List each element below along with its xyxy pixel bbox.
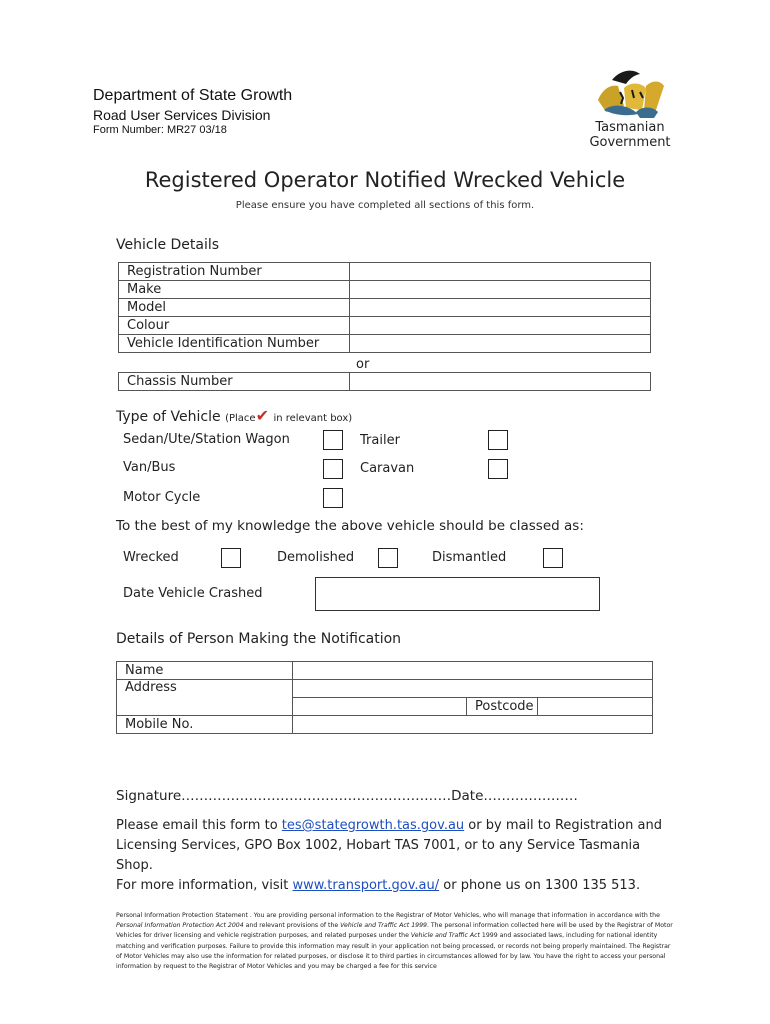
email-link[interactable]: tes@stategrowth.tas.gov.au [281,818,465,833]
form-subtitle: Please ensure you have completed all sections of this form. [235,200,535,211]
chassis-number-field[interactable] [350,373,651,391]
vehicle-details-heading: Vehicle Details [116,237,220,253]
postcode-label: Postcode [467,698,538,716]
option-caravan-label: Caravan [360,461,415,476]
vehicle-type-instruction-suffix: in relevant box) [273,413,353,424]
wrecked-checkbox[interactable] [221,548,241,568]
table-row [117,716,653,734]
privacy-text: 1999 and associated laws, including for national identity matching and verification purposes. Failure to provide this information may result in your application not being processed, or records not being properly maintained. The Registrar of Motor Vehicles may also use the information for related purposes, or disclose it to third parties in circumstances allowed for by law. You have the right to access your personal information by request to the Registrar of Motor Vehicles and you may be charged a fee for this service [116,932,671,971]
demolished-checkbox[interactable] [378,548,398,568]
name-field[interactable] [293,662,653,680]
contact-line-3 [116,876,676,896]
vehicle-type-title: Type of Vehicle [116,409,221,425]
vehicle-type-heading [116,406,352,425]
field-label: Name [117,662,293,680]
department-name: Department of State Growth [93,87,293,104]
option-dismantled-label: Dismantled [432,550,507,565]
option-van-label: Van/Bus [123,460,176,475]
privacy-text: Personal Information Protection Statement . You are providing personal information to the Registrar of Motor Vehicles, who will manage that information in accordance with the [116,912,660,919]
contact-text: For more information, visit [116,878,293,893]
table-row [117,680,653,698]
field-label: Chassis Number [119,373,350,391]
caravan-checkbox[interactable] [488,459,508,479]
option-motorcycle-label: Motor Cycle [123,490,201,505]
vin-field[interactable] [350,335,651,353]
division-name: Road User Services Division [93,107,271,123]
table-row [119,317,651,335]
address-field-line2[interactable] [293,698,467,716]
date-crashed-label: Date Vehicle Crashed [123,586,263,601]
table-row [117,662,653,680]
van-checkbox[interactable] [323,459,343,479]
contact-line-2: Licensing Services, GPO Box 1002, Hobart TAS 7001, or to any Service Tasmania Shop. [116,838,641,873]
field-label: Mobile No. [117,716,293,734]
mobile-field[interactable] [293,716,653,734]
or-label: or [356,357,370,372]
classification-statement: To the best of my knowledge the above vehicle should be classed as: [116,518,584,534]
table-row [119,281,651,299]
website-link[interactable]: www.transport.gov.au/ [292,878,440,893]
table-row [119,299,651,317]
form-title: Registered Operator Notified Wrecked Vehicle [144,168,626,192]
privacy-act-name: Personal Information Protection Act 2004 [116,922,244,930]
table-row [119,335,651,353]
contact-paragraph [116,816,676,896]
option-demolished-label: Demolished [277,550,355,565]
privacy-act-name: Vehicle and Traffic Act 1999 [340,922,427,930]
make-field[interactable] [350,281,651,299]
chassis-table [118,372,651,391]
date-crashed-field[interactable] [315,577,600,611]
option-wrecked-label: Wrecked [123,550,179,565]
field-label: Make [119,281,350,299]
field-label: Vehicle Identification Number [119,335,350,353]
privacy-text: and relevant provisions of the [243,922,341,930]
vehicle-details-table [118,262,651,353]
postcode-field[interactable] [538,698,653,716]
dismantled-checkbox[interactable] [543,548,563,568]
table-row [119,263,651,281]
model-field[interactable] [350,299,651,317]
registration-number-field[interactable] [350,263,651,281]
contact-text: or by mail to Registration and [464,818,662,833]
signature-date-line: Signature……………………………………………………Date………………… [116,788,578,804]
checkmark-icon: ✔ [255,406,269,425]
table-row [119,373,651,391]
privacy-act-name: Vehicle and Traffic Act [410,932,480,940]
trailer-checkbox[interactable] [488,430,508,450]
sedan-checkbox[interactable] [323,430,343,450]
logo-text-tasmanian: Tasmanian [595,120,665,135]
privacy-statement [116,911,676,972]
form-number: Form Number: MR27 03/18 [93,124,227,136]
privacy-text: . The personal information collected here will be used by the Registrar of Motor Vehicles for driver licensing and vehicle registration purposes, and related purposes under the [116,922,673,940]
contact-text: or phone us on 1300 135 513. [439,878,641,893]
option-sedan-label: Sedan/Ute/Station Wagon [123,432,290,447]
field-label: Registration Number [119,263,350,281]
person-details-heading: Details of Person Making the Notification [116,631,402,647]
motorcycle-checkbox[interactable] [323,488,343,508]
option-trailer-label: Trailer [360,433,400,448]
field-label: Colour [119,317,350,335]
address-field-line1[interactable] [293,680,653,698]
colour-field[interactable] [350,317,651,335]
logo-text-government: Government [589,135,671,150]
field-label: Address [117,680,293,716]
vehicle-type-instruction-prefix: (Place [225,413,256,424]
contact-line-1 [116,816,676,836]
contact-text: Please email this form to [116,818,282,833]
person-details-table [116,661,653,734]
logo-wordmark [578,120,682,150]
field-label: Model [119,299,350,317]
